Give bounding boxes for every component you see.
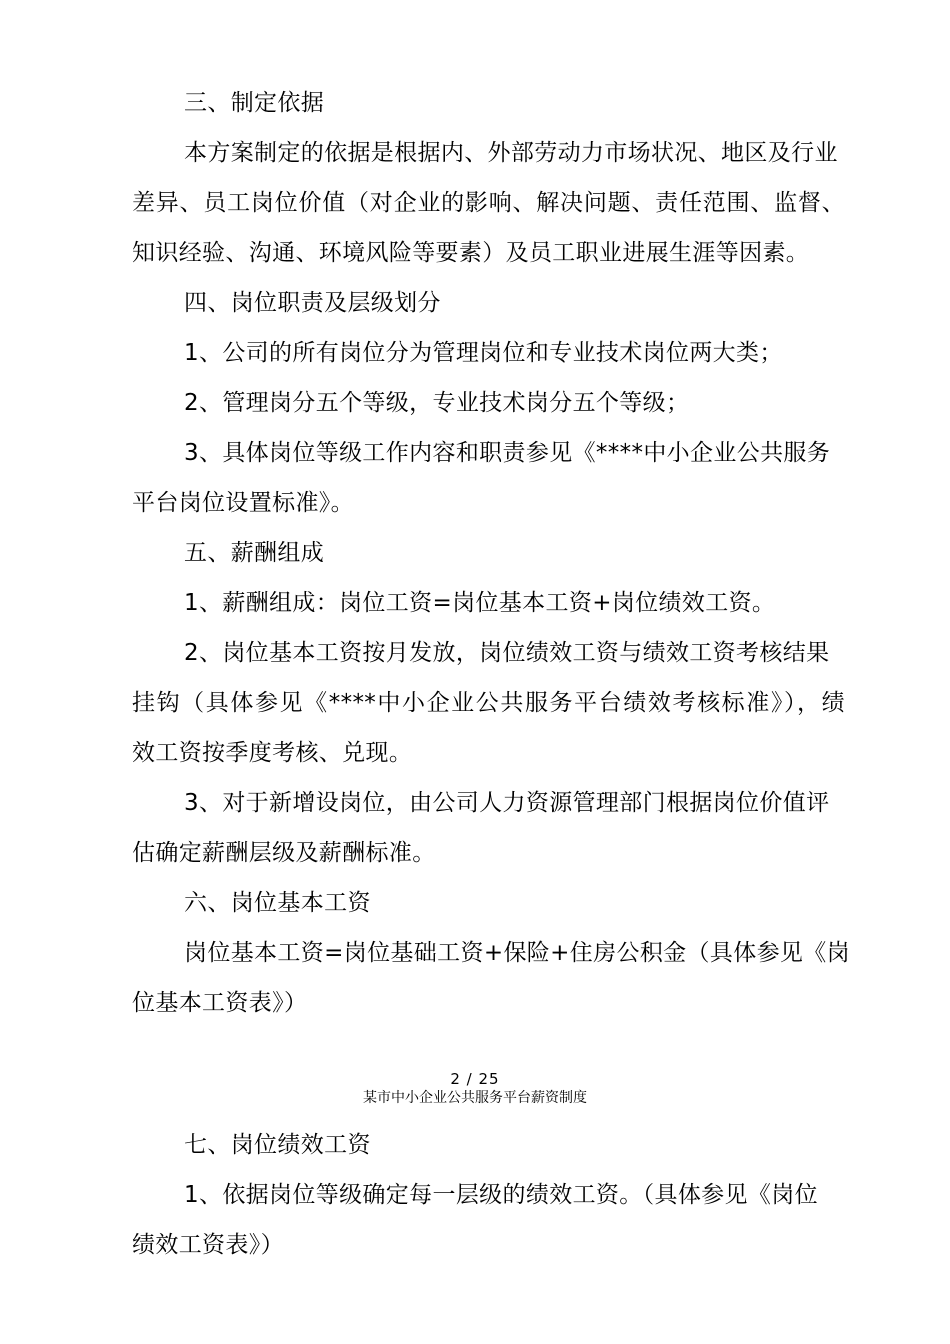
paragraph-line: 位基本工资表》）	[132, 990, 308, 1016]
list-item-continuation: 平台岗位设置标准》。	[132, 490, 354, 516]
paragraph-line: 岗位基本工资=岗位基础工资+保险+住房公积金（具体参见《岗	[184, 940, 850, 966]
list-item: 3、具体岗位等级工作内容和职责参见《****中小企业公共服务	[184, 440, 831, 466]
paragraph-line: 本方案制定的依据是根据内、外部劳动力市场状况、地区及行业	[184, 140, 838, 166]
list-item: 2、岗位基本工资按月发放，岗位绩效工资与绩效工资考核结果	[184, 640, 830, 666]
paragraph-line: 知识经验、沟通、环境风险等要素）及员工职业进展生涯等因素。	[132, 240, 810, 266]
list-item: 3、对于新增设岗位，由公司人力资源管理部门根据岗位价值评	[184, 790, 830, 816]
list-item-continuation: 估确定薪酬层级及薪酬标准。	[132, 840, 436, 866]
list-item-continuation: 效工资按季度考核、兑现。	[132, 740, 413, 766]
section-heading-4: 四、岗位职责及层级划分	[184, 290, 441, 316]
footer-document-title: 某市中小企业公共服务平台薪资制度	[363, 1090, 587, 1106]
section-heading-3: 三、制定依据	[184, 90, 325, 116]
list-item: 2、管理岗分五个等级，专业技术岗分五个等级；	[184, 390, 690, 416]
section-heading-6: 六、岗位基本工资	[184, 890, 371, 916]
section-heading-7: 七、岗位绩效工资	[184, 1132, 371, 1158]
list-item-continuation: 挂钩（具体参见《****中小企业公共服务平台绩效考核标准》），绩	[132, 690, 845, 716]
list-item-continuation: 绩效工资表》）	[132, 1232, 284, 1258]
page-number: 2 / 25	[450, 1070, 500, 1088]
list-item: 1、公司的所有岗位分为管理岗位和专业技术岗位两大类；	[184, 340, 783, 366]
section-heading-5: 五、薪酬组成	[184, 540, 325, 566]
list-item: 1、依据岗位等级确定每一层级的绩效工资。（具体参见《岗位	[184, 1182, 818, 1208]
list-item: 1、薪酬组成：岗位工资=岗位基本工资+岗位绩效工资。	[184, 590, 776, 616]
paragraph-line: 差异、员工岗位价值（对企业的影响、解决问题、责任范围、监督、	[132, 190, 845, 216]
